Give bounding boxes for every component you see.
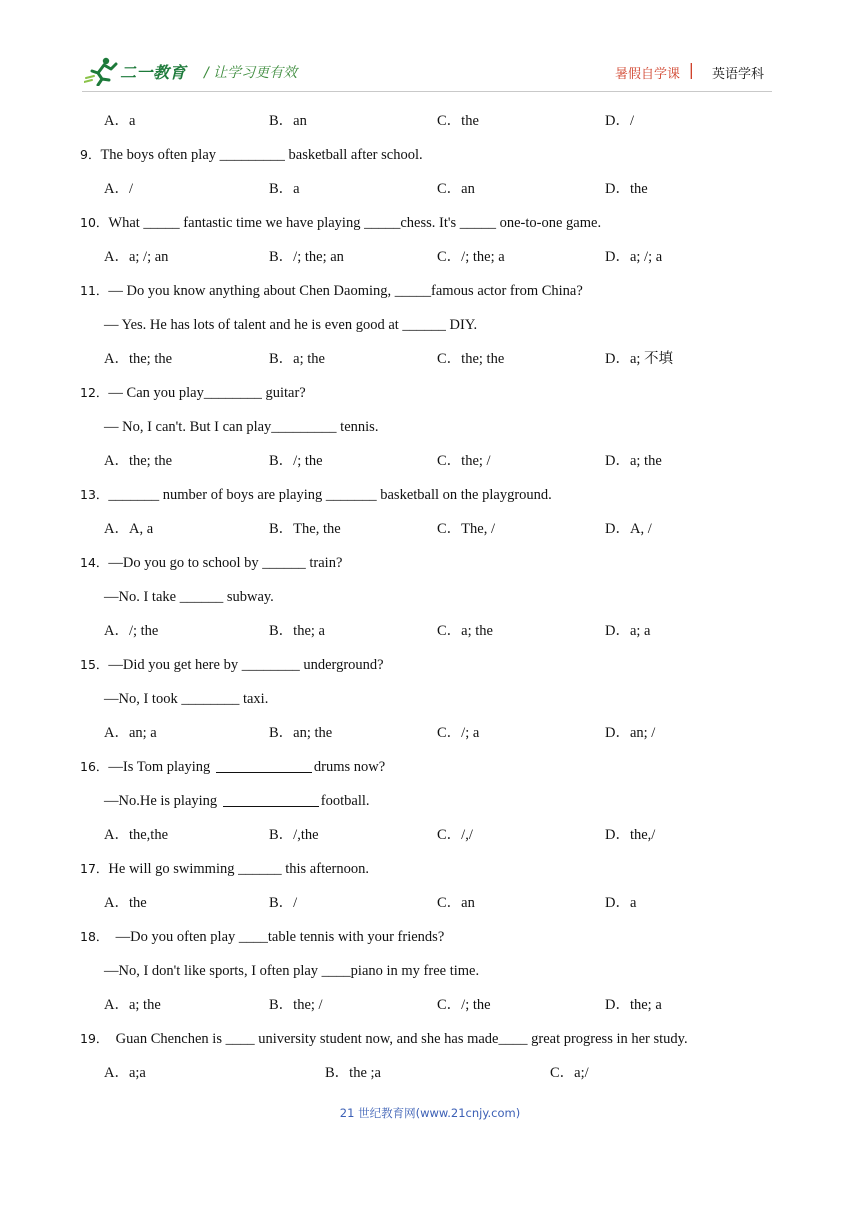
question-17: [80, 852, 780, 886]
question-list: [80, 104, 780, 1090]
option-c: C．the: [437, 113, 479, 129]
option-b: B．a: [269, 181, 300, 197]
question-14: [80, 546, 780, 580]
option-d: D．a; /; a: [605, 249, 663, 265]
options-row: [80, 1056, 780, 1090]
question-text: Guan Chenchen is ____ university student now, and she has made____ great progress in her study.: [108, 1031, 688, 1047]
question-number: 17．: [80, 861, 109, 876]
running-man-logo-icon: [84, 56, 118, 86]
question-15: [80, 648, 780, 682]
option-d: D．the,/: [605, 827, 656, 843]
option-d: D．a; 不填: [605, 351, 674, 367]
subject-label: 英语学科: [711, 67, 764, 82]
option-c: C．an: [437, 181, 475, 197]
option-a: A．/; the: [104, 623, 159, 639]
option-c: C．/; a: [437, 725, 480, 741]
line2-text-end: football.: [320, 793, 370, 809]
options-row: [80, 716, 780, 750]
question-number: 15．: [80, 657, 109, 672]
option-b: B．/; the; an: [269, 249, 344, 265]
option-c: C．/; the: [437, 997, 491, 1013]
option-d: D．an; /: [605, 725, 656, 741]
options-row: [80, 818, 780, 852]
option-b: B．/: [269, 895, 298, 911]
option-d: D．a: [605, 895, 637, 911]
question-number: 14．: [80, 555, 109, 570]
options-row: [80, 614, 780, 648]
option-b: B．the ;a: [325, 1065, 381, 1081]
option-b: B．/; the: [269, 453, 323, 469]
options-row: [80, 104, 780, 138]
question-text: What _____ fantastic time we have playing _____chess. It's _____ one-to-one game.: [108, 215, 602, 231]
options-row: [80, 172, 780, 206]
option-a: A．the; the: [104, 351, 173, 367]
question-number: 16．: [80, 759, 109, 774]
question-text-line2: —No. I take ______ subway.: [104, 589, 274, 605]
question-text: —Is Tom playing: [108, 759, 214, 775]
question-number: 11．: [80, 283, 109, 298]
option-b: B．a; the: [269, 351, 325, 367]
question-text-line2: — No, I can't. But I can play_________ tennis.: [104, 419, 379, 435]
options-row: [80, 886, 780, 920]
page-header: [82, 52, 772, 92]
line2-text: —No.He is playing: [104, 793, 221, 809]
question-text: He will go swimming ______ this afternoon.: [108, 861, 369, 877]
question-text: —Did you get here by ________ underground?: [108, 657, 384, 673]
question-16: [80, 750, 780, 784]
question-9: [80, 138, 780, 172]
option-a: A．a; /; an: [104, 249, 169, 265]
option-a: A．the,the: [104, 827, 169, 843]
question-12: [80, 376, 780, 410]
option-b: B．The, the: [269, 521, 341, 537]
question-text: — Can you play________ guitar?: [108, 385, 306, 401]
question-11: [80, 274, 780, 308]
option-d: D．/: [605, 113, 634, 129]
options-row: [80, 444, 780, 478]
option-a: A．/: [104, 181, 133, 197]
option-c: C．the; the: [437, 351, 505, 367]
course-label: 暑假自学课: [614, 67, 680, 82]
option-d: D．a; the: [605, 453, 662, 469]
option-c: C．The, /: [437, 521, 495, 537]
question-text: —Do you go to school by ______ train?: [108, 555, 343, 571]
question-number: 10．: [80, 215, 109, 230]
answer-blank: [223, 790, 319, 807]
question-text-line2: —No, I don't like sports, I often play ____piano in my free time.: [104, 963, 480, 979]
option-d: D．the: [605, 181, 648, 197]
question-text: The boys often play _________ basketball after school.: [100, 147, 423, 163]
option-a: A．an; a: [104, 725, 157, 741]
question-18: [80, 920, 780, 954]
options-row: [80, 342, 780, 376]
question-text: —Do you often play ____table tennis with your friends?: [108, 929, 445, 945]
option-c: C．/,/: [437, 827, 473, 843]
option-b: B．an; the: [269, 725, 333, 741]
question-number: 19．: [80, 1031, 109, 1046]
question-text: — Do you know anything about Chen Daoming, _____famous actor from China?: [108, 283, 583, 299]
logo-text: 二一教育: [120, 63, 187, 82]
question-number: 18．: [80, 929, 109, 944]
slogan: / 让学习更有效: [204, 65, 298, 81]
header-divider: [82, 91, 772, 92]
option-a: A．a;a: [104, 1065, 146, 1081]
question-text-end: drums now?: [313, 759, 386, 775]
question-text: _______ number of boys are playing _______ basketball on the playground.: [108, 487, 552, 503]
option-c: C．a; the: [437, 623, 493, 639]
options-row: [80, 988, 780, 1022]
question-number: 12．: [80, 385, 109, 400]
question-text-line2: [80, 784, 780, 818]
option-a: A．the; the: [104, 453, 173, 469]
option-b: B．the; a: [269, 623, 325, 639]
option-c: C．the; /: [437, 453, 491, 469]
option-a: A．A, a: [104, 521, 154, 537]
answer-blank: [216, 756, 312, 773]
question-10: [80, 206, 780, 240]
options-row: [80, 512, 780, 546]
option-c: C．a;/: [550, 1065, 589, 1081]
option-d: D．a; a: [605, 623, 651, 639]
footer-source: 21 世纪教育网(www.21cnjy.com): [339, 1106, 521, 1120]
option-a: A．a: [104, 113, 136, 129]
option-b: B．/,the: [269, 827, 319, 843]
question-text-line2: —No, I took ________ taxi.: [104, 691, 269, 707]
question-number: 9．: [80, 147, 101, 162]
question-number: 13．: [80, 487, 109, 502]
option-a: A．the: [104, 895, 147, 911]
header-separator: |: [688, 60, 694, 79]
option-d: D．the; a: [605, 997, 662, 1013]
option-b: B．an: [269, 113, 307, 129]
option-c: C．an: [437, 895, 475, 911]
question-text-line2: — Yes. He has lots of talent and he is even good at ______ DIY.: [104, 317, 478, 333]
option-c: C．/; the; a: [437, 249, 505, 265]
option-b: B．the; /: [269, 997, 323, 1013]
option-d: D．A, /: [605, 521, 652, 537]
options-row: [80, 240, 780, 274]
option-a: A．a; the: [104, 997, 161, 1013]
question-19: [80, 1022, 780, 1056]
question-13: [80, 478, 780, 512]
